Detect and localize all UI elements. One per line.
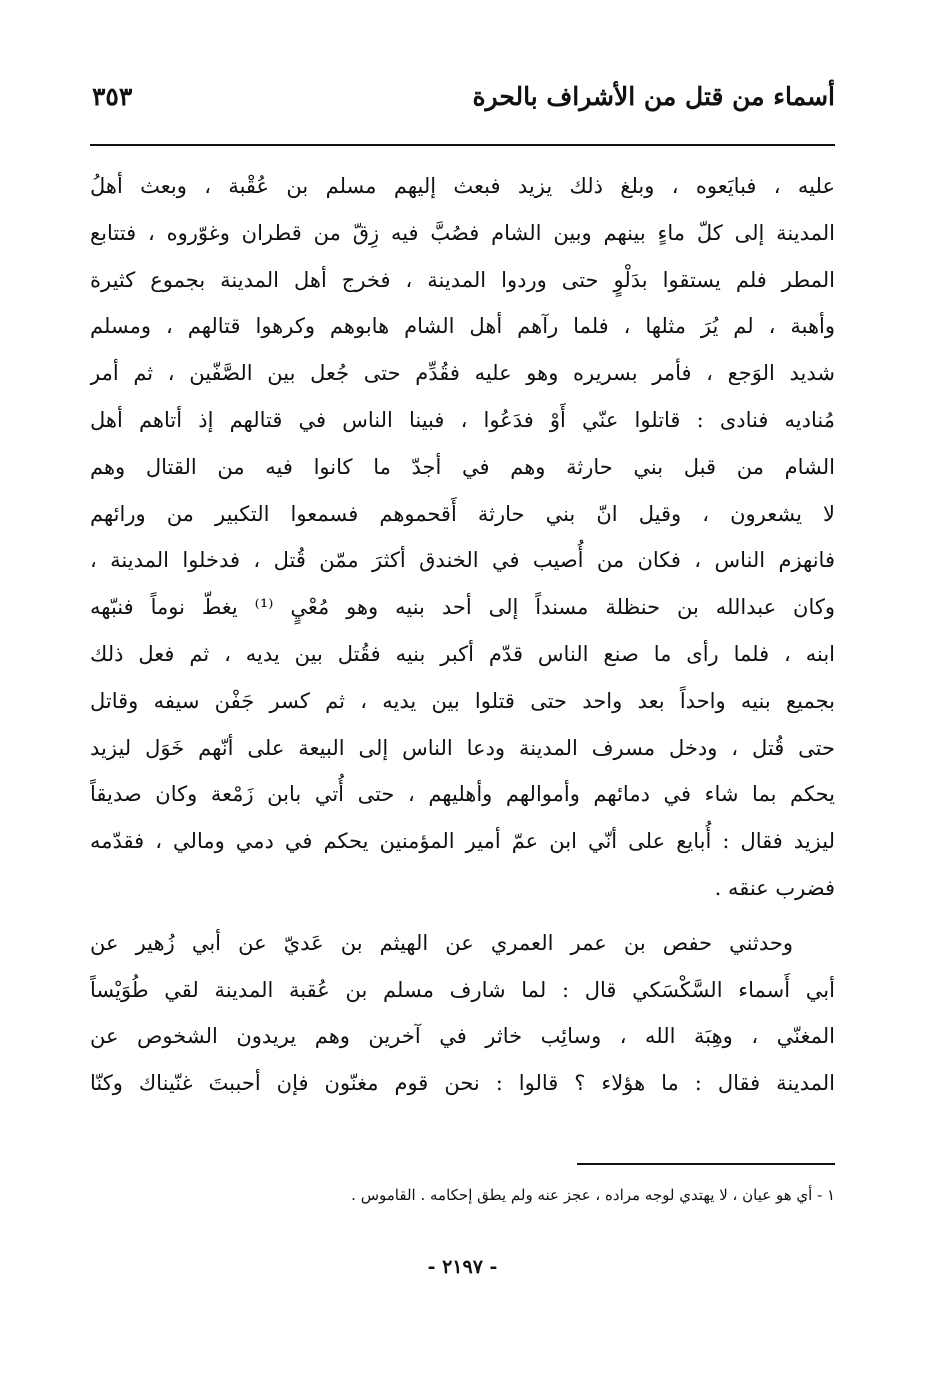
text-line: وحدثني حفص بن عمر العمري عن الهيثم بن عَديّ عن أبي زُهير عن (90, 930, 793, 955)
text-line: فضرب عنقه . (714, 875, 835, 900)
paragraph-2 (90, 920, 835, 1107)
text-line: عليه ، فبايَعوه ، وبلغ ذلك يزيد فبعث إليهم مسلم بن عُقْبة ، وبعث أهلُ (90, 174, 835, 198)
footnote-divider (577, 1163, 835, 1165)
text-line: فانهزم الناس ، فكان من أُصيب في الخندق أكثرَ ممّن قُتل ، فدخلوا المدينة ، (90, 548, 835, 573)
paragraph-1 (90, 163, 835, 912)
text-line: لا يشعرون ، وقيل انّ بني حارثة أَقحموهم فسمعوا التكبير من ورائهم (90, 501, 835, 526)
book-page (90, 60, 835, 1310)
text-line: المدينة إلى كلّ ماءٍ بينهم وبين الشام فصُبَّ فيه زِقّ من قطران وغوّروه ، فتتابع (90, 220, 835, 245)
running-header (90, 82, 835, 128)
text-line: المطر فلم يستقوا بدَلْوٍ حتى وردوا المدينة ، فخرج أهل المدينة بجموع كثيرة (90, 267, 835, 292)
text-line: أبي أَسماء السَّكْسَكي قال : لما شارف مسلم بن عُقبة المدينة لقي طُوَيْساً (90, 977, 835, 1002)
text-line: الشام من قبل بني حارثة وهم في أجدّ ما كانوا فيه من القتال وهم (90, 454, 835, 479)
footnote: ١ - أي هو عيان ، لا يهتدي لوجه مراده ، عجز عنه ولم يطق إحكامه . القاموس . (351, 1186, 835, 1204)
main-text (90, 163, 835, 1107)
text-line: شديد الوَجع ، فأمر بسريره وهو عليه فقُدِّم حتى جُعل بين الصَّفّين ، ثم أمر (90, 361, 835, 386)
text-line: بجميع بنيه واحداً بعد واحد حتى قتلوا بين يديه ، ثم كسر جَفْن سيفه وقاتل (90, 688, 835, 713)
running-title: أسماء من قتل من الأشراف بالحرة (472, 82, 835, 111)
text-line: حتى قُتل ، ودخل مسرف المدينة ودعا الناس إلى البيعة على أنّهم خَوَل ليزيد (90, 735, 835, 760)
text-line: ليزيد فقال : أُبايع على أنّي ابن عمّ أمير المؤمنين يحكم في دمي ومالي ، فقدّمه (90, 829, 835, 854)
text-line: المغنّي ، وهِبَة الله ، وسائِب خاثر في آخرين وهم يريدون الشخوص عن (90, 1024, 835, 1049)
text-line: وكان عبدالله بن حنظلة مسنداً إلى أحد بنيه وهو مُعْيٍ ⁽¹⁾ يغطّ نوماً فنبّهه (90, 595, 835, 620)
text-line: وأهبة ، لم يُرَ مثلها ، فلما رآهم أهل الشام هابوهم وكرهوا قتالهم ، ومسلم (90, 314, 835, 339)
text-line: مُناديه فنادى : قاتلوا عنّي أَوْ فدَعُوا ، فبينا الناس في قتالهم إذ أتاهم أهل (90, 407, 835, 432)
text-line: يحكم بما شاء في دمائهم وأموالهم وأهليهم ، حتى أُتي بابن زَمْعة وكان صديقاً (90, 782, 835, 807)
text-line: ابنه ، فلما رأى ما صنع الناس قدّم أكبر بنيه فقُتل بين يديه ، ثم فعل ذلك (90, 641, 835, 666)
folio-number: - ٢١٩٧ - (427, 1256, 498, 1278)
text-line: المدينة فقال : ما هؤلاء ؟ قالوا : نحن قوم مغنّون فإن أحببتَ غنّيناك وكنّا (90, 1071, 835, 1096)
page-number: ٣٥٣ (92, 82, 133, 111)
header-divider (90, 144, 835, 146)
